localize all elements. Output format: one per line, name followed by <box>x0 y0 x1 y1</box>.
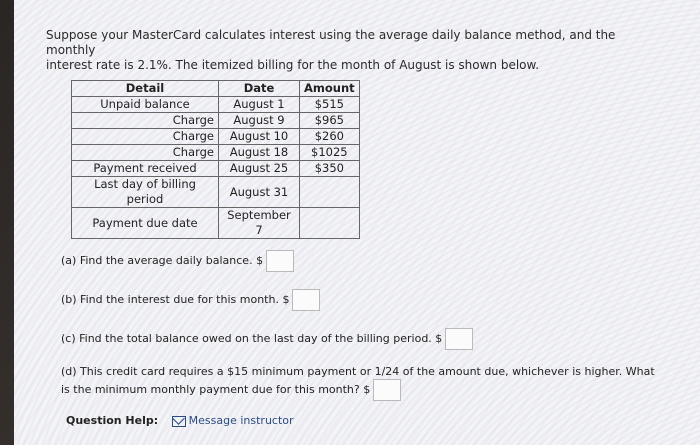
question-b-text: (b) Find the interest due for this month. $ <box>61 293 290 306</box>
question-c <box>61 328 473 350</box>
question-help <box>66 414 294 427</box>
intro-line-1: Suppose your MasterCard calculates interest using the average daily balance method, and the monthly <box>46 28 616 57</box>
answer-b-input[interactable] <box>292 289 320 311</box>
answer-c-input[interactable] <box>445 328 473 350</box>
detail-cell: Unpaid balance <box>72 97 219 113</box>
header-amount: Amount <box>300 81 360 97</box>
detail-cell: Payment received <box>72 161 219 177</box>
amount-cell: $965 <box>300 113 360 129</box>
question-d-line-1: (d) This credit card requires a $15 minimum payment or 1/24 of the amount due, whichever is higher. What <box>61 365 655 378</box>
question-panel <box>14 0 700 445</box>
problem-statement <box>46 28 646 73</box>
detail-cell: Charge <box>72 145 219 161</box>
amount-cell: $1025 <box>300 145 360 161</box>
envelope-icon <box>172 416 186 427</box>
date-cell: August 1 <box>219 97 300 113</box>
question-a-text: (a) Find the average daily balance. $ <box>61 254 264 267</box>
date-cell: August 31 <box>219 177 300 208</box>
billing-table <box>71 80 360 239</box>
detail-cell: Last day of billing period <box>72 177 219 208</box>
answer-a-input[interactable] <box>266 250 294 272</box>
table-row <box>72 161 360 177</box>
table-row <box>72 145 360 161</box>
date-cell: August 9 <box>219 113 300 129</box>
amount-cell <box>300 208 360 239</box>
message-instructor-text: Message instructor <box>188 414 294 427</box>
header-detail: Detail <box>72 81 219 97</box>
date-cell: September 7 <box>219 208 300 239</box>
date-cell: August 25 <box>219 161 300 177</box>
amount-cell: $260 <box>300 129 360 145</box>
answer-d-input[interactable] <box>373 379 401 401</box>
date-cell: August 18 <box>219 145 300 161</box>
question-d-line-2: is the minimum monthly payment due for this month? $ <box>61 383 371 396</box>
question-b <box>61 289 320 311</box>
amount-cell: $350 <box>300 161 360 177</box>
detail-cell: Charge <box>72 129 219 145</box>
question-d <box>61 364 655 401</box>
date-cell: August 10 <box>219 129 300 145</box>
question-a <box>61 250 294 272</box>
intro-line-2: interest rate is 2.1%. The itemized billing for the month of August is shown below. <box>46 58 540 72</box>
message-instructor-link[interactable] <box>172 414 294 427</box>
amount-cell: $515 <box>300 97 360 113</box>
header-date: Date <box>219 81 300 97</box>
table-row <box>72 97 360 113</box>
detail-cell: Charge <box>72 113 219 129</box>
table-row <box>72 208 360 239</box>
table-row <box>72 113 360 129</box>
table-row <box>72 177 360 208</box>
question-c-text: (c) Find the total balance owed on the last day of the billing period. $ <box>61 332 443 345</box>
question-help-label: Question Help: <box>66 414 159 427</box>
detail-cell: Payment due date <box>72 208 219 239</box>
table-row <box>72 129 360 145</box>
table-header-row <box>72 81 360 97</box>
amount-cell <box>300 177 360 208</box>
